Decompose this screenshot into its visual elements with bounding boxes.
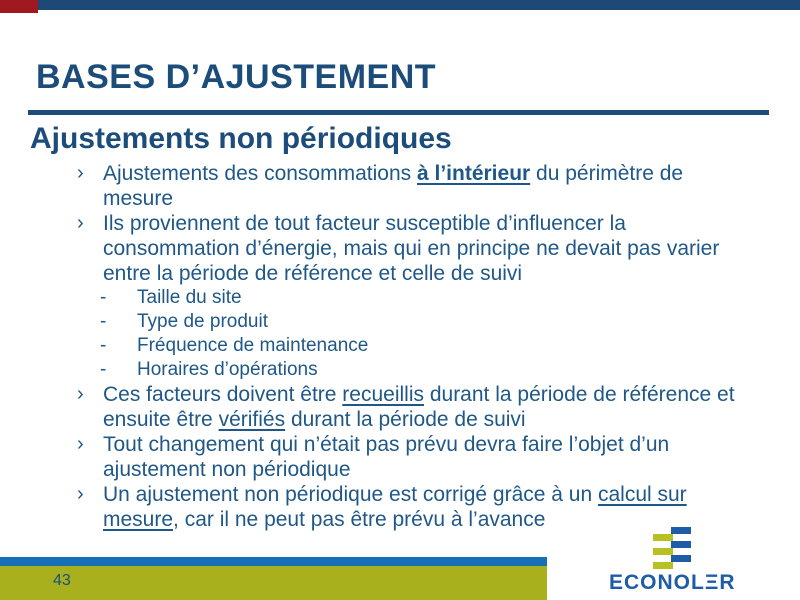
bullet-text: Type de produit bbox=[137, 311, 268, 332]
page-number: 43 bbox=[53, 572, 71, 589]
logo-bar-blue-icon bbox=[671, 555, 691, 562]
title-underline-rule bbox=[28, 110, 769, 115]
econoler-wordmark: ECONOLΞR bbox=[609, 571, 736, 594]
bullet-text: Horaires d’opérations bbox=[137, 359, 318, 380]
bullet-marker: - bbox=[100, 287, 107, 308]
bullet-line bbox=[0, 382, 800, 407]
bullet-marker: - bbox=[100, 311, 107, 332]
bullet-line bbox=[0, 334, 800, 358]
bullet-marker: › bbox=[77, 383, 84, 405]
bullet-line bbox=[0, 186, 800, 211]
bullet-marker: › bbox=[77, 433, 84, 455]
bullet-line bbox=[0, 482, 800, 507]
bullet-item bbox=[0, 358, 800, 382]
bullet-marker bbox=[77, 457, 103, 482]
bullet-marker bbox=[77, 261, 103, 286]
bullet-marker bbox=[77, 186, 103, 211]
logo-bar-blue-icon bbox=[671, 541, 691, 548]
bullet-text: mesure, car il ne peut pas être prévu à l’avance bbox=[103, 508, 546, 531]
logo-bar-green-icon bbox=[653, 562, 673, 569]
bullet-item bbox=[0, 211, 800, 286]
bullet-line bbox=[0, 236, 800, 261]
bullet-text: Fréquence de maintenance bbox=[137, 335, 369, 356]
bullet-text: Ils proviennent de tout facteur susceptible d’influencer la bbox=[103, 212, 626, 235]
bullet-item bbox=[0, 382, 800, 432]
logo-bar-blue-icon bbox=[671, 527, 691, 534]
bullet-line bbox=[0, 161, 800, 186]
bullet-text: Un ajustement non périodique est corrigé grâce à un calcul sur bbox=[103, 483, 687, 506]
bullet-line bbox=[0, 211, 800, 236]
bullet-marker: - bbox=[100, 359, 107, 380]
bullet-line bbox=[0, 407, 800, 432]
bullet-line bbox=[0, 457, 800, 482]
footer-green-bar bbox=[0, 566, 547, 600]
bullet-marker bbox=[77, 507, 103, 532]
bullet-marker bbox=[77, 407, 103, 432]
bullet-item bbox=[0, 334, 800, 358]
bullet-item bbox=[0, 432, 800, 482]
bullet-text: Ces facteurs doivent être recueillis durant la période de référence et bbox=[103, 383, 735, 406]
bullet-line bbox=[0, 358, 800, 382]
bullet-marker: › bbox=[77, 212, 84, 234]
bullet-marker: › bbox=[77, 483, 84, 505]
bullet-text: Taille du site bbox=[137, 287, 242, 308]
slide-subtitle: Ajustements non périodiques bbox=[30, 122, 452, 155]
bullet-line bbox=[0, 310, 800, 334]
bullet-text: Ajustements des consommations à l’intérieur du périmètre de bbox=[103, 162, 684, 185]
top-bar-red-accent bbox=[0, 0, 38, 13]
bullet-item bbox=[0, 161, 800, 211]
bullet-item bbox=[0, 310, 800, 334]
logo-bar-green-icon bbox=[653, 534, 673, 541]
bullet-line bbox=[0, 261, 800, 286]
bullet-line bbox=[0, 286, 800, 310]
top-bar bbox=[0, 0, 800, 10]
bullet-item bbox=[0, 482, 800, 532]
bullet-item bbox=[0, 286, 800, 310]
bullet-marker bbox=[77, 236, 103, 261]
bullet-list bbox=[0, 161, 800, 532]
bullet-marker: › bbox=[77, 162, 84, 184]
logo-bar-green-icon bbox=[653, 548, 673, 555]
bullet-text: Tout changement qui n’était pas prévu devra faire l’objet d’un bbox=[103, 433, 670, 456]
bullet-text: entre la période de référence et celle de suivi bbox=[103, 262, 523, 285]
bullet-text: consommation d’énergie, mais qui en principe ne devait pas varier bbox=[103, 237, 720, 260]
bullet-text: ensuite être vérifiés durant la période de suivi bbox=[103, 408, 526, 431]
slide-title: BASES D’AJUSTEMENT bbox=[36, 58, 437, 96]
bullet-line bbox=[0, 432, 800, 457]
bullet-text: ajustement non périodique bbox=[103, 458, 351, 481]
bullet-text: mesure bbox=[103, 187, 174, 210]
footer-blue-strip bbox=[0, 557, 547, 566]
bullet-marker: - bbox=[100, 335, 107, 356]
